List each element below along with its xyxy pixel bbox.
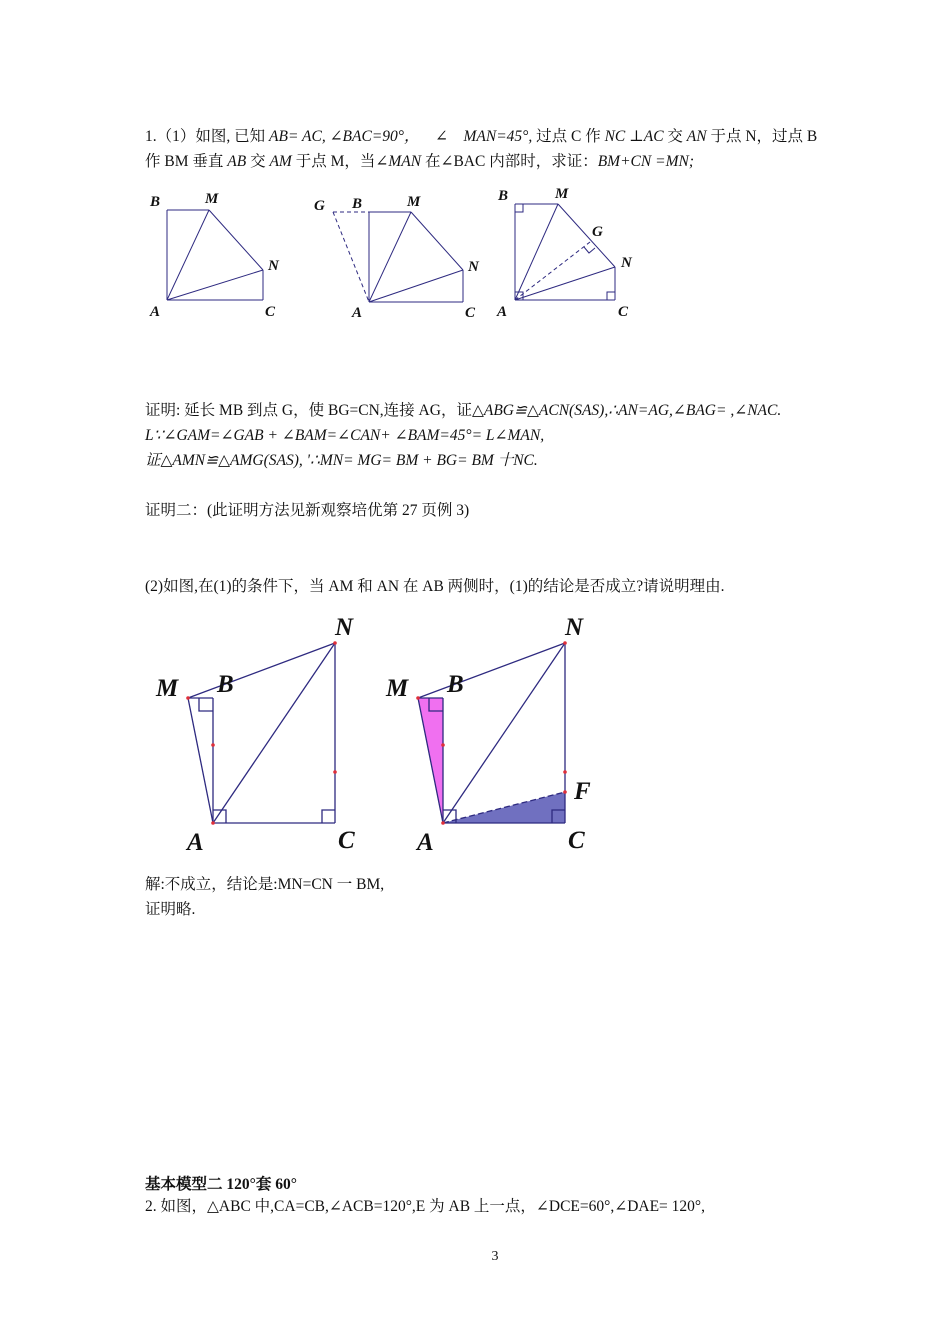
proof2-line: 证明二：(此证明方法见新观察培优第 27 页例 3) — [145, 502, 470, 519]
fig3-label-g: G — [592, 224, 603, 240]
fig3-label-c: C — [618, 304, 629, 320]
fig5-label-a: A — [417, 829, 434, 856]
fig1-label-m: M — [205, 191, 219, 207]
figure-5 — [380, 605, 600, 855]
fig1-label-a: A — [150, 304, 161, 320]
fig4-label-m: M — [156, 675, 179, 702]
fig5-label-b: B — [447, 671, 464, 698]
problem2-answer-line2: 证明略. — [145, 901, 196, 918]
fig4-label-c: C — [338, 827, 355, 854]
fig4-label-b: B — [217, 671, 234, 698]
fig2-label-a: A — [352, 305, 363, 321]
problem1-line2: 作 BM 垂直 AB 交 AM 于点 M，当∠MAN 在∠BAC 内部时，求证：BM+CN =MN; — [145, 153, 694, 170]
fig2-label-b: B — [352, 196, 363, 212]
fig5-label-m: M — [386, 675, 409, 702]
problem2-question: (2)如图,在(1)的条件下，当 AM 和 AN 在 AB 两侧时，(1)的结论是否成立?请说明理由. — [145, 578, 725, 595]
problem1-line1: 1.（1）如图, 已知 AB= AC, ∠BAC=90°， ∠ MAN=45°, 过点 C 作 NC ⊥AC 交 AN 于点 N，过点 B — [145, 128, 818, 145]
fig2-label-g: G — [314, 198, 325, 214]
fig3-label-n: N — [621, 255, 632, 271]
proof1-line1: 证明: 延长 MB 到点 G，使 BG=CN,连接 AG，证△ABG≌△ACN(SAS),∴AN=AG,∠BAG= ,∠NAC. — [145, 402, 782, 419]
fig4-label-n: N — [335, 614, 354, 641]
fig5-label-n: N — [565, 614, 584, 641]
fig1-label-n: N — [268, 258, 279, 274]
proof1-line3: 证△AMN≌△AMG(SAS), '∴MN= MG= BM + BG= BM 十NC. — [145, 452, 538, 469]
section2-heading: 基本模型二 120°套 60° — [145, 1176, 297, 1193]
fig1-label-b: B — [150, 194, 161, 210]
fig2-label-n: N — [468, 259, 479, 275]
fig1-label-c: C — [265, 304, 276, 320]
fig3-label-a: A — [497, 304, 508, 320]
fig5-label-f: F — [574, 778, 591, 805]
fig5-label-c: C — [568, 827, 585, 854]
fig2-label-m: M — [407, 194, 421, 210]
fig2-label-c: C — [465, 305, 476, 321]
figure-3 — [490, 180, 650, 325]
fig3-label-b: B — [498, 188, 509, 204]
fig4-label-a: A — [187, 829, 204, 856]
figure-1 — [140, 185, 300, 325]
page-number: 3 — [491, 1249, 499, 1264]
problem2-answer-line1: 解:不成立，结论是:MN=CN 一 BM, — [145, 876, 385, 893]
proof1-line2: L∵∠GAM=∠GAB + ∠BAM=∠CAN+ ∠BAM=45°= L∠MAN, — [145, 427, 545, 444]
figure-4 — [150, 605, 370, 855]
fig3-label-m: M — [555, 186, 569, 202]
section2-problem: 2. 如图，△ABC 中,CA=CB,∠ACB=120°,E 为 AB 上一点，∠DCE=60°,∠DAE= 120°, — [145, 1198, 705, 1215]
figure-2 — [310, 185, 490, 325]
